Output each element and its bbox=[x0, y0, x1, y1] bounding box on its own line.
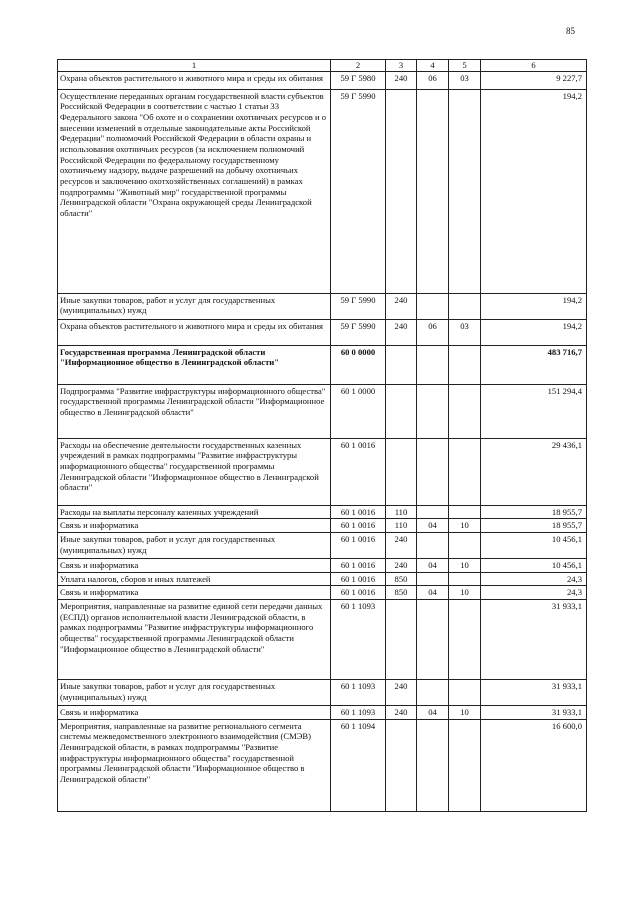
row-name-cell: Подпрограмма "Развитие инфраструктуры информационного общества" государственной программы Ленинградской области "Информационное общество в Ленинградской области" bbox=[58, 384, 331, 438]
table-row bbox=[58, 384, 587, 438]
subsection-cell bbox=[449, 345, 481, 384]
section-cell bbox=[417, 438, 449, 505]
section-cell: 04 bbox=[417, 705, 449, 719]
amount-cell: 10 456,1 bbox=[481, 558, 587, 572]
target-article-cell: 60 1 0016 bbox=[331, 438, 386, 505]
section-cell: 06 bbox=[417, 319, 449, 345]
subsection-cell: 10 bbox=[449, 586, 481, 600]
row-name-cell: Связь и информатика bbox=[58, 558, 331, 572]
amount-cell: 31 933,1 bbox=[481, 679, 587, 705]
table-row bbox=[58, 705, 587, 719]
target-article-cell: 60 0 0000 bbox=[331, 345, 386, 384]
section-cell bbox=[417, 679, 449, 705]
row-name-cell: Охрана объектов растительного и животного мира и среды их обитания bbox=[58, 319, 331, 345]
subsection-cell: 03 bbox=[449, 71, 481, 89]
amount-cell: 483 716,7 bbox=[481, 345, 587, 384]
expense-type-cell bbox=[386, 89, 417, 293]
row-name-cell: Связь и информатика bbox=[58, 519, 331, 533]
table-row bbox=[58, 293, 587, 319]
table-row bbox=[58, 505, 587, 519]
subsection-cell: 10 bbox=[449, 519, 481, 533]
expense-type-cell: 240 bbox=[386, 532, 417, 558]
target-article-cell: 59 Г 5990 bbox=[331, 89, 386, 293]
row-name-cell: Иные закупки товаров, работ и услуг для государственных (муниципальных) нужд bbox=[58, 679, 331, 705]
row-name-cell: Охрана объектов растительного и животного мира и среды их обитания bbox=[58, 71, 331, 89]
header-cell: 4 bbox=[417, 60, 449, 72]
target-article-cell: 60 1 0000 bbox=[331, 384, 386, 438]
section-cell bbox=[417, 384, 449, 438]
section-cell bbox=[417, 345, 449, 384]
section-cell: 04 bbox=[417, 586, 449, 600]
table-row bbox=[58, 345, 587, 384]
amount-cell: 9 227,7 bbox=[481, 71, 587, 89]
amount-cell: 16 600,0 bbox=[481, 719, 587, 811]
table-row bbox=[58, 319, 587, 345]
amount-cell: 31 933,1 bbox=[481, 599, 587, 679]
subsection-cell bbox=[449, 505, 481, 519]
expense-type-cell bbox=[386, 719, 417, 811]
table-row bbox=[58, 599, 587, 679]
target-article-cell: 60 1 0016 bbox=[331, 505, 386, 519]
target-article-cell: 59 Г 5990 bbox=[331, 293, 386, 319]
expense-type-cell bbox=[386, 599, 417, 679]
section-cell: 04 bbox=[417, 519, 449, 533]
subsection-cell bbox=[449, 572, 481, 586]
row-name-cell: Мероприятия, направленные на развитие регионального сегмента системы межведомственного электронного взаимодействия (СМЭВ) Ленинградской области, в рамках подпрограммы "Развитие инфраструктуры информационного общества" государственной программы Ленинградской области "Информационное общество в Ленинградской области" bbox=[58, 719, 331, 811]
amount-cell: 194,2 bbox=[481, 293, 587, 319]
section-cell bbox=[417, 572, 449, 586]
table-row bbox=[58, 532, 587, 558]
amount-cell: 10 456,1 bbox=[481, 532, 587, 558]
section-cell: 04 bbox=[417, 558, 449, 572]
row-name-cell: Иные закупки товаров, работ и услуг для государственных (муниципальных) нужд bbox=[58, 532, 331, 558]
subsection-cell bbox=[449, 438, 481, 505]
subsection-cell bbox=[449, 293, 481, 319]
amount-cell: 151 294,4 bbox=[481, 384, 587, 438]
budget-table bbox=[57, 59, 587, 812]
header-cell: 6 bbox=[481, 60, 587, 72]
expense-type-cell: 240 bbox=[386, 319, 417, 345]
target-article-cell: 60 1 1094 bbox=[331, 719, 386, 811]
expense-type-cell: 110 bbox=[386, 505, 417, 519]
amount-cell: 24,3 bbox=[481, 572, 587, 586]
target-article-cell: 60 1 0016 bbox=[331, 558, 386, 572]
expense-type-cell: 240 bbox=[386, 705, 417, 719]
section-cell bbox=[417, 505, 449, 519]
subsection-cell bbox=[449, 599, 481, 679]
amount-cell: 31 933,1 bbox=[481, 705, 587, 719]
subsection-cell bbox=[449, 89, 481, 293]
row-name-cell: Уплата налогов, сборов и иных платежей bbox=[58, 572, 331, 586]
expense-type-cell bbox=[386, 384, 417, 438]
subsection-cell: 03 bbox=[449, 319, 481, 345]
row-name-cell: Расходы на выплаты персоналу казенных учреждений bbox=[58, 505, 331, 519]
table-row bbox=[58, 679, 587, 705]
amount-cell: 194,2 bbox=[481, 89, 587, 293]
header-cell: 5 bbox=[449, 60, 481, 72]
subsection-cell: 10 bbox=[449, 558, 481, 572]
expense-type-cell: 240 bbox=[386, 71, 417, 89]
row-name-cell: Связь и информатика bbox=[58, 586, 331, 600]
section-cell bbox=[417, 719, 449, 811]
row-name-cell: Мероприятия, направленные на развитие единой сети передачи данных (ЕСПД) органов исполнительной власти Ленинградской области, в рамках подпрограммы "Развитие инфраструктуры информационного общества" государственной программы Ленинградской области "Информационное общество в Ленинградской области" bbox=[58, 599, 331, 679]
table-row bbox=[58, 558, 587, 572]
header-cell: 1 bbox=[58, 60, 331, 72]
header-row bbox=[58, 60, 587, 72]
expense-type-cell: 110 bbox=[386, 519, 417, 533]
amount-cell: 18 955,7 bbox=[481, 505, 587, 519]
table-row bbox=[58, 586, 587, 600]
section-cell bbox=[417, 89, 449, 293]
row-name-cell: Связь и информатика bbox=[58, 705, 331, 719]
target-article-cell: 60 1 0016 bbox=[331, 572, 386, 586]
amount-cell: 24,3 bbox=[481, 586, 587, 600]
subsection-cell bbox=[449, 679, 481, 705]
expense-type-cell: 240 bbox=[386, 679, 417, 705]
amount-cell: 29 436,1 bbox=[481, 438, 587, 505]
amount-cell: 18 955,7 bbox=[481, 519, 587, 533]
subsection-cell: 10 bbox=[449, 705, 481, 719]
target-article-cell: 60 1 1093 bbox=[331, 679, 386, 705]
expense-type-cell: 240 bbox=[386, 558, 417, 572]
table-row bbox=[58, 719, 587, 811]
target-article-cell: 59 Г 5990 bbox=[331, 319, 386, 345]
section-cell bbox=[417, 293, 449, 319]
table-row bbox=[58, 71, 587, 89]
expense-type-cell: 240 bbox=[386, 293, 417, 319]
row-name-cell: Иные закупки товаров, работ и услуг для государственных (муниципальных) нужд bbox=[58, 293, 331, 319]
subsection-cell bbox=[449, 532, 481, 558]
expense-type-cell bbox=[386, 438, 417, 505]
row-name-cell: Государственная программа Ленинградской области "Информационное общество в Ленинградской области" bbox=[58, 345, 331, 384]
page-number: 85 bbox=[566, 26, 575, 36]
row-name-cell: Осуществление переданных органам государственной власти субъектов Российской Федерации в соответствии с частью 1 статьи 33 Федерального закона "Об охоте и о сохранении охотничьих ресурсов и о внесении изменений в отдельные законодательные акты Российской Федерации" полномочий Российской Федерации в области охраны и использования охотничьих ресурсов (за исключением полномочий Российской Федерации по федеральному государственному охотничьему надзору, выдаче разрешений на добычу охотничьих ресурсов и заключению охотхозяйственных соглашений) в рамках подпрограммы "Животный мир" государственной программы Ленинградской области "Охрана окружающей среды Ленинградской области" bbox=[58, 89, 331, 293]
expense-type-cell: 850 bbox=[386, 572, 417, 586]
target-article-cell: 60 1 0016 bbox=[331, 586, 386, 600]
table-row bbox=[58, 572, 587, 586]
section-cell: 06 bbox=[417, 71, 449, 89]
section-cell bbox=[417, 532, 449, 558]
table-row bbox=[58, 438, 587, 505]
section-cell bbox=[417, 599, 449, 679]
subsection-cell bbox=[449, 719, 481, 811]
table-row bbox=[58, 89, 587, 293]
expense-type-cell: 850 bbox=[386, 586, 417, 600]
target-article-cell: 60 1 1093 bbox=[331, 599, 386, 679]
target-article-cell: 60 1 0016 bbox=[331, 532, 386, 558]
target-article-cell: 60 1 1093 bbox=[331, 705, 386, 719]
target-article-cell: 59 Г 5980 bbox=[331, 71, 386, 89]
header-cell: 3 bbox=[386, 60, 417, 72]
header-cell: 2 bbox=[331, 60, 386, 72]
row-name-cell: Расходы на обеспечение деятельности государственных казенных учреждений в рамках подпрограммы "Развитие инфраструктуры информационного общества" государственной программы Ленинградской области "Информационное общество в Ленинградской области" bbox=[58, 438, 331, 505]
target-article-cell: 60 1 0016 bbox=[331, 519, 386, 533]
subsection-cell bbox=[449, 384, 481, 438]
amount-cell: 194,2 bbox=[481, 319, 587, 345]
expense-type-cell bbox=[386, 345, 417, 384]
table-row bbox=[58, 519, 587, 533]
